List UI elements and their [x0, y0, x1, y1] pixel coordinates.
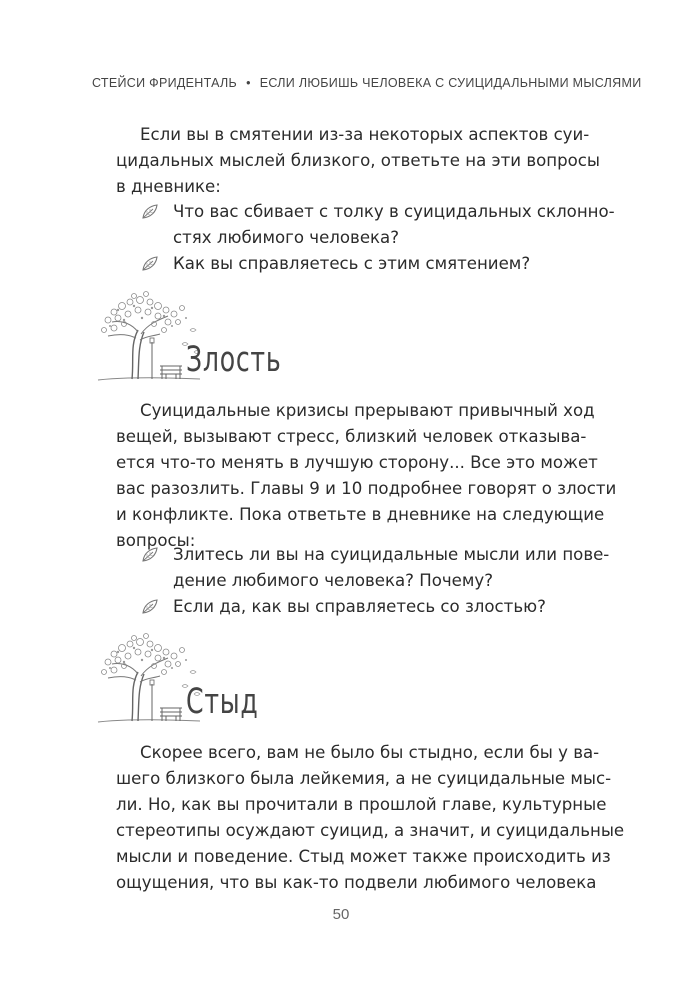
paragraph-line: Скорее всего, вам не было бы стыдно, если бы у ва- — [140, 743, 600, 762]
paragraph-line: цидальных мыслей близкого, ответьте на эти вопросы — [116, 151, 601, 170]
header-separator: • — [246, 76, 251, 90]
section-heading-anger: Злость — [186, 340, 282, 380]
shame-paragraph — [116, 740, 625, 896]
shame-heading-group — [94, 632, 354, 728]
question-line: Как вы справляетесь с этим смятением? — [173, 254, 531, 273]
paragraph-line: ли. Но, как вы прочитали в прошлой главе, культурные — [116, 795, 607, 814]
leaf-bullet-icon — [141, 599, 159, 615]
paragraph-line: в дневнике: — [116, 177, 221, 196]
question-line: Если да, как вы справляетесь со злостью? — [173, 597, 546, 616]
paragraph-line: Суицидальные кризисы прерывают привычный ход — [140, 401, 595, 420]
question-item — [141, 594, 581, 620]
anger-question-list — [141, 542, 610, 620]
paragraph-line: вещей, вызывают стресс, близкий человек отказыва- — [116, 427, 587, 446]
anger-paragraph — [116, 398, 617, 554]
section-heading-shame: Стыд — [186, 682, 259, 722]
paragraph-line: ется что-то менять в лучшую сторону... Все это может — [116, 453, 598, 472]
header-book-title: ЕСЛИ ЛЮБИШЬ ЧЕЛОВЕКА С СУИЦИДАЛЬНЫМИ МЫСЛЯМИ — [259, 76, 642, 90]
paragraph-line: мысли и поведение. Стыд может также происходить из — [116, 847, 611, 866]
paragraph-line: вопросы: — [116, 531, 196, 550]
leaf-bullet-icon — [141, 256, 159, 272]
intro-question-list — [141, 199, 615, 277]
header-author: СТЕЙСИ ФРИДЕНТАЛЬ — [92, 76, 238, 90]
page-number: 50 — [332, 906, 350, 923]
question-item — [141, 199, 615, 251]
paragraph-line: шего близкого была лейкемия, а не суицидальные мыс- — [116, 769, 612, 788]
paragraph-line: ощущения, что вы как-то подвели любимого человека — [116, 873, 597, 892]
paragraph-line: стереотипы осуждают суицид, а значит, и суицидальные — [116, 821, 625, 840]
paragraph-line: Если вы в смятении из-за некоторых аспектов суи- — [140, 125, 590, 144]
intro-paragraph — [116, 122, 601, 200]
running-header — [92, 76, 642, 90]
question-item — [141, 251, 581, 277]
question-line: стях любимого человека? — [173, 228, 400, 247]
anger-heading-group — [94, 290, 354, 386]
question-line: дение любимого человека? Почему? — [173, 571, 494, 590]
leaf-bullet-icon — [141, 547, 159, 563]
question-line: Что вас сбивает с толку в суицидальных склонно- — [173, 202, 615, 221]
question-item — [141, 542, 610, 594]
paragraph-line: и конфликте. Пока ответьте в дневнике на следующие — [116, 505, 605, 524]
question-line: Злитесь ли вы на суицидальные мысли или пове- — [173, 545, 610, 564]
leaf-bullet-icon — [141, 204, 159, 220]
paragraph-line: вас разозлить. Главы 9 и 10 подробнее говорят о злости — [116, 479, 617, 498]
